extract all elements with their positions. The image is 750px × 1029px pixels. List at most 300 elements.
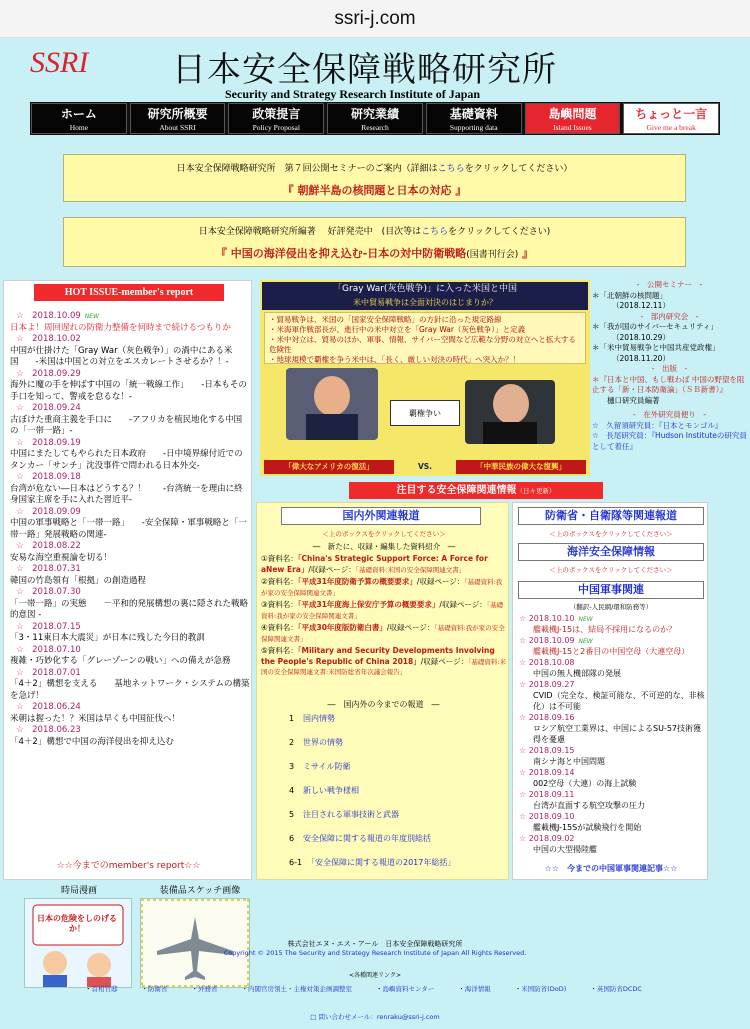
seminar-heading: - 公開セミナー - bbox=[636, 280, 703, 289]
nav-label: 研究業績 bbox=[351, 107, 400, 121]
face-shape bbox=[314, 376, 350, 416]
star-icon: ☆ bbox=[519, 680, 529, 689]
manga-caption: 日本の危険をしのげるか！ bbox=[37, 914, 117, 933]
materials-intro: ― 新たに、収録・編集した資料紹介 ― bbox=[312, 541, 456, 551]
past-news-item[interactable] bbox=[289, 737, 499, 761]
material-link[interactable]: 「平成30年度版防衛白書」 bbox=[297, 623, 387, 632]
material-link[interactable]: 「Military and Security Developments Involving the People's Republic of China 2018」 bbox=[261, 646, 495, 666]
star-icon: ☆ bbox=[16, 644, 33, 655]
list-item bbox=[10, 507, 250, 542]
study-item[interactable]: ＊「米中貿易戦争と中国共産党政権」 bbox=[592, 343, 720, 352]
nav-island[interactable] bbox=[525, 103, 621, 134]
related-link-label[interactable]: 内閣官房領土・主権対策企画調整室 bbox=[248, 985, 352, 993]
list-item bbox=[10, 438, 250, 473]
publication-item[interactable]: ＊『日本と中国、もし戦わば 中国の野望を阻止する「新・日本防衛論」（ＳＢ新書）』 bbox=[592, 374, 745, 394]
news-date bbox=[16, 702, 250, 714]
material-prefix: 資料名： bbox=[267, 554, 298, 563]
past-news-link[interactable]: 世界の情勢 bbox=[303, 738, 343, 747]
material-item bbox=[261, 554, 507, 575]
list-item bbox=[519, 789, 707, 811]
book-title: 『 中国の海洋侵出を抑え込む-日本の対中防衛戦略 bbox=[215, 247, 467, 260]
related-link[interactable] bbox=[458, 984, 491, 993]
past-news-link[interactable]: 注目される軍事技術と武器 bbox=[303, 810, 399, 819]
news-date bbox=[16, 668, 250, 680]
bullet-icon: ・ bbox=[241, 985, 248, 993]
star-icon: ☆ bbox=[519, 834, 529, 843]
news-date-value: 2018.09.24 bbox=[32, 403, 81, 413]
feature-bullet: ・米海軍作戦部長が、進行中の米中対立を「Gray War（灰色戦争）」と定義 bbox=[269, 325, 526, 334]
book-text: 日本安全保障戦略研究所編著 好評発売中 (目次等は bbox=[198, 227, 422, 237]
feature-bullet: ・米中対立は、貿易のほか、軍事、情報、サイバー空間など広範な分野の対立へと拡大する危険性 bbox=[269, 335, 576, 354]
security-title: 注目する安全保障関連情報 bbox=[396, 485, 517, 496]
sketch-label: 装備品スケッチ画像 bbox=[159, 886, 241, 896]
domestic-panel bbox=[256, 502, 509, 880]
news-date bbox=[519, 811, 707, 822]
related-link-label[interactable]: 海洋情報 bbox=[464, 985, 491, 993]
star-icon: ☆ bbox=[16, 725, 33, 735]
news-link[interactable]: CVID（完全な、検証可能な、不可逆的な、非核化）は不可能 bbox=[533, 691, 705, 711]
past-news-list bbox=[289, 713, 499, 881]
news-date bbox=[519, 613, 707, 624]
study-item[interactable]: ＊「我が国のサイバーセキュリティ」 bbox=[592, 322, 718, 331]
news-date bbox=[16, 725, 250, 737]
news-date-value: 2018.09.09 bbox=[32, 506, 81, 517]
news-date-value: 2018.09.18 bbox=[32, 472, 81, 482]
translation-note: （翻訳-人民網/環和防務等） bbox=[569, 603, 653, 611]
news-link[interactable]: 中国の無人機部隊の発展 bbox=[533, 669, 621, 678]
news-link[interactable]: 中国の大型揚陸艦 bbox=[533, 845, 597, 854]
past-news-item[interactable] bbox=[289, 761, 499, 785]
list-item bbox=[10, 311, 250, 334]
feature-bullets bbox=[264, 312, 586, 364]
bullet-icon: ・ bbox=[590, 985, 597, 993]
list-item bbox=[10, 645, 250, 668]
material-prefix: 資料名： bbox=[267, 646, 298, 655]
seminar-text-post: をクリックしてください） bbox=[464, 164, 573, 174]
new-badge: NEW bbox=[84, 313, 100, 320]
star-icon: ☆ bbox=[16, 564, 33, 574]
related-link[interactable] bbox=[85, 984, 118, 993]
list-item bbox=[10, 369, 250, 404]
material-prefix: 資料名： bbox=[267, 600, 298, 609]
news-date-value: 2018.07.01 bbox=[32, 667, 81, 678]
news-date bbox=[16, 334, 250, 346]
publication-author: 樋口研究員編著 bbox=[592, 395, 660, 405]
list-item bbox=[519, 745, 707, 767]
publication-heading: - 出版 - bbox=[651, 364, 688, 373]
nav-sublabel: Research bbox=[361, 123, 389, 132]
material-number: ② bbox=[261, 577, 268, 586]
suit-shape bbox=[306, 414, 358, 440]
study-date: （2018.11.20） bbox=[612, 353, 670, 363]
list-item bbox=[10, 564, 250, 587]
seminar-link[interactable]: こちら bbox=[437, 164, 465, 174]
news-link[interactable]: 002空母（大連）の海上試験 bbox=[533, 779, 637, 788]
feature-subheadline: 米中貿易戦争は全面対決のはじまりか？ bbox=[353, 298, 497, 307]
news-date-value: 2018.09.27 bbox=[528, 680, 575, 689]
star-icon: ☆ bbox=[519, 790, 529, 799]
feature-bullet: ・地球規模で覇権を争う米中は、「長く、厳しい対決の時代」へ突入か？！ bbox=[269, 355, 521, 364]
past-news-number: 6 bbox=[289, 834, 295, 843]
news-date-value: 2018.07.31 bbox=[32, 564, 81, 574]
overseas-item[interactable]: ☆ 久留須研究員：『日本とモンゴル』 bbox=[592, 420, 723, 430]
news-link[interactable]: 海外に魔の手を伸ばす中国の「統一戦線工作」 -日本もその手口を知って、警戒を怠るな！- bbox=[10, 380, 247, 402]
news-link[interactable]: 複雑・巧妙化する「グレーゾーンの戦い」への備えが急務 bbox=[10, 656, 231, 666]
seminar-banner bbox=[63, 154, 686, 202]
news-date bbox=[16, 311, 250, 323]
material-item bbox=[261, 577, 507, 598]
face-shape bbox=[493, 384, 529, 424]
footer-copyright: Copyright © 2015 The Security and Strategy Research Institute of Japan All Rights Reserved. bbox=[223, 949, 527, 957]
news-date-value: 2018.10.10 bbox=[528, 614, 575, 623]
material-link[interactable]: 「平成31年度海上保安庁予算の概要要求」 bbox=[297, 600, 440, 609]
feature-vs: VS. bbox=[417, 462, 433, 471]
china-military-button[interactable]: 中国軍事関連 bbox=[518, 581, 704, 599]
china-military-list bbox=[519, 613, 707, 855]
past-news-number: 5 bbox=[289, 810, 295, 819]
news-date bbox=[16, 369, 250, 381]
related-link[interactable] bbox=[376, 984, 434, 993]
nav-label: 島嶼問題 bbox=[548, 107, 597, 121]
star-icon: ☆ bbox=[16, 403, 33, 413]
news-date-value: 2018.07.10 bbox=[32, 644, 81, 655]
news-date-value: 2018.06.23 bbox=[32, 725, 81, 735]
news-date-value: 2018.09.11 bbox=[528, 790, 575, 799]
news-link[interactable]: ロシア航空工業界は、中国によるSU-57技術獲得を憂慮 bbox=[533, 724, 701, 744]
related-link[interactable] bbox=[590, 984, 642, 993]
past-news-link[interactable]: 「安全保障に関する報道の2017年総括」 bbox=[307, 858, 456, 867]
news-date-value: 2018.06.24 bbox=[32, 702, 81, 712]
past-news-link[interactable]: 国内情勢 bbox=[303, 714, 335, 723]
bullet-icon: ・ bbox=[85, 985, 92, 993]
material-number: ④ bbox=[261, 623, 268, 632]
related-link-label[interactable]: 首相官邸 bbox=[91, 985, 118, 993]
click-note: ＜上のボックスをクリックしてください＞ bbox=[549, 530, 673, 538]
us-leader-photo bbox=[286, 368, 378, 440]
material-page-link[interactable]: 「基礎資料:我が家の安全保障関連文書」 bbox=[261, 578, 503, 597]
more-china-link[interactable]: ☆☆ 今までの中国軍事関連記事☆☆ bbox=[544, 864, 678, 873]
materials-list bbox=[261, 554, 507, 678]
material-item bbox=[261, 600, 507, 621]
material-prefix: 資料名： bbox=[267, 577, 298, 586]
list-item bbox=[10, 472, 250, 507]
related-link-label[interactable]: 防衛省 bbox=[148, 985, 168, 993]
star-icon: ☆ bbox=[519, 746, 529, 755]
news-date-value: 2018.07.30 bbox=[32, 587, 81, 597]
material-page-label: /収録ページ： bbox=[420, 656, 469, 666]
past-news-number: 6-1 bbox=[289, 858, 303, 867]
list-item bbox=[519, 767, 707, 789]
news-link[interactable]: 中国の軍事戦略と「一帯一路」 -安全保障・軍事戦略と「一帯一路」発展戦略の関連- bbox=[10, 518, 247, 540]
book-title-end: 』 bbox=[518, 247, 534, 260]
news-date-value: 2018.10.09 bbox=[32, 311, 81, 321]
domestic-body bbox=[261, 529, 507, 680]
feature-slogan-us: 「偉大なアメリカの復活」 bbox=[264, 460, 394, 474]
material-item bbox=[261, 646, 507, 678]
related-link-label[interactable]: 外務省 bbox=[198, 985, 218, 993]
news-date-value: 2018.09.14 bbox=[528, 768, 575, 777]
related-link-label[interactable]: 島嶼資料センター bbox=[382, 985, 435, 993]
overseas-item[interactable]: ☆ 長尾研究員：『Hudson Instituteの研究員として着任』 bbox=[592, 431, 747, 451]
related-link-label[interactable]: 英国防省DCDC bbox=[596, 985, 642, 993]
star-icon: ☆ bbox=[519, 768, 529, 777]
nav-label: ちょっと一言 bbox=[635, 107, 708, 121]
news-date-value: 2018.10.08 bbox=[528, 658, 575, 667]
star-icon: ☆ bbox=[16, 667, 33, 678]
news-date-value: 2018.09.02 bbox=[528, 834, 575, 843]
list-item bbox=[10, 668, 250, 703]
material-number: ③ bbox=[261, 600, 268, 609]
nav-break[interactable] bbox=[623, 103, 719, 134]
material-link[interactable]: 「China's Strategic Support Force: A Force for aNew Era」 bbox=[261, 554, 488, 574]
material-page-link[interactable]: 「基礎資料:米国の安全保障関連文書」 bbox=[355, 565, 466, 574]
nav-sublabel: Supporting data bbox=[449, 123, 498, 132]
list-item bbox=[10, 541, 250, 564]
nav-label: 基礎資料 bbox=[449, 107, 498, 121]
nav-label: 研究所概要 bbox=[147, 107, 208, 121]
hot-issue-list bbox=[10, 311, 250, 748]
news-date bbox=[16, 438, 250, 450]
overseas-heading: - 在外研究員便り - bbox=[633, 410, 706, 419]
more-reports-link[interactable]: ☆☆今までのmember's report☆☆ bbox=[56, 861, 201, 871]
site-logo[interactable]: SSRI bbox=[30, 46, 89, 79]
info-panel bbox=[592, 280, 747, 478]
news-link[interactable]: 「4＋2」構想で中国の海洋侵出を抑え込む bbox=[10, 736, 174, 747]
star-icon: ☆ bbox=[16, 506, 33, 517]
past-news-item[interactable] bbox=[289, 857, 499, 881]
list-item bbox=[10, 587, 250, 622]
star-icon: ☆ bbox=[519, 658, 529, 667]
material-page-link[interactable]: 「基礎資料:我が家の安全保障関連文書」 bbox=[261, 624, 505, 643]
click-note: ＜上のボックスをクリックしてください＞ bbox=[549, 566, 673, 574]
news-link[interactable]: 「一帯一路」の実態 －平和的発展構想の裏に隠された戦略的意図 - bbox=[10, 598, 249, 620]
past-news-number: 3 bbox=[289, 762, 295, 771]
news-date-value: 2018.09.29 bbox=[32, 368, 81, 379]
news-date bbox=[16, 403, 250, 415]
list-item bbox=[519, 657, 707, 679]
star-icon: ☆ bbox=[519, 614, 529, 623]
nav-sublabel: Policy Proposal bbox=[252, 123, 300, 132]
address-bar[interactable]: ssri-j.com bbox=[0, 0, 750, 38]
news-date bbox=[16, 507, 250, 519]
news-link[interactable]: 艦載機J-15は、結局不採用になるのか？ bbox=[533, 625, 677, 634]
hot-issue-panel bbox=[3, 280, 252, 880]
nav-policy[interactable] bbox=[228, 103, 324, 134]
news-date bbox=[16, 645, 250, 657]
bullet-icon: ・ bbox=[141, 985, 148, 993]
news-date-value: 2018.09.19 bbox=[32, 437, 81, 448]
news-date bbox=[519, 712, 707, 723]
news-date-value: 2018.07.15 bbox=[32, 621, 81, 632]
related-link[interactable] bbox=[192, 984, 218, 993]
material-item bbox=[261, 623, 507, 644]
news-date bbox=[519, 745, 707, 756]
news-date-value: 2018.09.16 bbox=[528, 713, 575, 722]
related-links-label: <各種関連リンク> bbox=[349, 972, 401, 979]
manga-label: 時局漫画 bbox=[60, 886, 97, 896]
news-date bbox=[16, 541, 250, 553]
page-title: 日本安全保障戦略研究所 bbox=[172, 50, 557, 90]
news-link[interactable]: 「4＋2」構想を支える 基地ネットワーク・システムの構築を急げ！ bbox=[10, 679, 250, 701]
news-link[interactable]: 「3・11東日本大震災」が日本に残した今日的教訓 bbox=[10, 633, 205, 643]
page-subtitle: Security and Strategy Research Institute of Japan bbox=[225, 87, 481, 101]
news-link[interactable]: 安易な海空重視論を切る！ bbox=[10, 552, 113, 563]
material-page-label: /収録ページ： bbox=[439, 600, 487, 609]
list-item bbox=[519, 833, 707, 855]
past-news-item[interactable] bbox=[289, 833, 499, 857]
news-link[interactable]: 艦載機J-15と2番目の中国空母（大連空母） bbox=[533, 647, 690, 656]
book-publisher: (国書刊行会) bbox=[466, 250, 519, 260]
material-link[interactable]: 「平成31年度防衛予算の概要要求」 bbox=[297, 577, 417, 586]
material-prefix: 資料名： bbox=[267, 623, 298, 632]
past-news-link[interactable]: 安全保障に関する報道の年度別総括 bbox=[303, 834, 431, 843]
hot-issue-heading[interactable]: HOT ISSUE-member's report bbox=[34, 284, 224, 301]
study-date: （2018.10.29） bbox=[612, 332, 670, 342]
seminar-item[interactable]: ＊「北朝鮮の核問題」 bbox=[592, 290, 667, 300]
material-number: ① bbox=[261, 554, 268, 563]
defense-news-button[interactable]: 防衛省・自衛隊等関連報道 bbox=[518, 507, 704, 525]
nav-sublabel: About SSRI bbox=[159, 123, 196, 132]
news-date bbox=[519, 679, 707, 690]
news-link[interactable]: 中国が仕掛けた「Gray War（灰色戦争）」の渦中にある米国 -米国は中国との対立をエスカレートさせるか？！- bbox=[10, 345, 233, 367]
list-item bbox=[519, 679, 707, 712]
past-news-link[interactable]: ミサイル防衛 bbox=[303, 762, 351, 771]
related-link[interactable] bbox=[142, 984, 168, 993]
news-date bbox=[519, 789, 707, 800]
nav-sublabel: Island Issues bbox=[553, 123, 592, 132]
list-item bbox=[10, 725, 250, 748]
material-number: ⑤ bbox=[261, 646, 268, 655]
list-item bbox=[519, 613, 707, 635]
main-nav bbox=[30, 102, 720, 135]
new-badge: NEW bbox=[578, 638, 593, 645]
feature-header bbox=[262, 282, 588, 310]
nav-label: 政策提言 bbox=[252, 107, 301, 121]
material-page-label: /収録ページ： bbox=[386, 623, 435, 632]
news-date bbox=[519, 657, 707, 668]
news-date-value: 2018.08.22 bbox=[32, 541, 81, 551]
china-leader-photo bbox=[465, 380, 555, 444]
news-date-value: 2018.10.02 bbox=[32, 334, 81, 344]
news-link[interactable]: 日本よ！周回遅れの防衛力整備を何時まで続けるつもりか bbox=[10, 322, 231, 333]
star-icon: ☆ bbox=[519, 713, 529, 722]
news-link[interactable]: 台湾が危ない―日本はどうする？！ -台湾統一を理由に終身国家主席を手に入れた習近平- bbox=[10, 483, 243, 505]
book-link[interactable]: こちら bbox=[421, 227, 449, 237]
star-icon: ☆ bbox=[16, 368, 33, 379]
security-heading bbox=[349, 482, 603, 499]
news-date bbox=[16, 564, 250, 576]
list-item bbox=[519, 635, 707, 657]
nav-home[interactable] bbox=[31, 103, 127, 134]
star-icon: ☆ bbox=[519, 636, 529, 645]
list-item bbox=[10, 622, 250, 645]
star-icon: ☆ bbox=[519, 812, 529, 821]
feature-bullet: ・貿易戦争は、米国の「国家安全保障戦略」の方針に沿った規定路線 bbox=[269, 315, 502, 324]
nav-label: ホーム bbox=[60, 107, 97, 121]
list-item bbox=[10, 403, 250, 438]
star-icon: ☆ bbox=[16, 437, 33, 448]
suit-shape bbox=[483, 422, 537, 444]
feature-headline: 「Gray War(灰色戦争)」に入った米国と中国 bbox=[333, 284, 517, 294]
news-link[interactable]: 南シナ海と中国問題 bbox=[533, 757, 605, 766]
nav-data[interactable] bbox=[426, 103, 522, 134]
list-item bbox=[10, 702, 250, 725]
feature-slogan-china: 「中華民族の偉大な復興」 bbox=[456, 460, 586, 474]
related-link-label[interactable]: 米国防省(DoD) bbox=[521, 985, 567, 993]
past-news-heading: ― 国内外の今までの報道 ― bbox=[327, 700, 440, 709]
bullet-icon: ・ bbox=[514, 985, 522, 993]
new-badge: NEW bbox=[578, 616, 593, 623]
news-date bbox=[16, 622, 250, 634]
nav-about[interactable] bbox=[130, 103, 226, 134]
news-link[interactable]: 米朝は握った！？米国は早くも中国征伐へ！ bbox=[10, 713, 181, 724]
book-banner bbox=[63, 217, 686, 267]
material-page-link[interactable]: 「基礎資料:我が家の安全保障関連文書」 bbox=[261, 601, 504, 620]
past-news-number: 1 bbox=[289, 714, 295, 723]
star-icon: ☆ bbox=[16, 702, 33, 712]
domestic-news-button[interactable]: 国内外関連報道 bbox=[281, 507, 481, 525]
nav-sublabel: Give me a break bbox=[646, 123, 696, 132]
material-page-link[interactable]: 「基礎資料:米国の安全保障関連文書:米国防総省年次議会報告」 bbox=[261, 657, 507, 676]
list-item bbox=[10, 334, 250, 369]
rivalry-label: 覇権争い bbox=[390, 400, 460, 426]
footer-org: 株式会社エヌ・エス・アール 日本安全保障戦略研究所 bbox=[287, 940, 463, 948]
past-news-item[interactable] bbox=[289, 785, 499, 809]
bullet-icon: ・ bbox=[458, 985, 465, 993]
news-link[interactable]: 韓国の竹島領有「根拠」の創造過程 bbox=[10, 575, 147, 586]
news-link[interactable]: 古ぼけた重商主義を手口に -アフリカを植民地化する中国の「一帯一路」- bbox=[10, 414, 243, 436]
material-page-label: /収録ページ： bbox=[308, 564, 356, 574]
nav-research[interactable] bbox=[327, 103, 423, 134]
list-item bbox=[519, 712, 707, 745]
star-icon: ☆ bbox=[16, 472, 33, 482]
news-date-value: 2018.09.15 bbox=[528, 746, 575, 755]
past-news-item[interactable] bbox=[289, 809, 499, 833]
news-link[interactable]: 中国にまたしてもやられた日本政府 -日中境界線付近でのタンカー「サンチ」沈没事件で問われる日本外交- bbox=[10, 449, 243, 471]
past-news-number: 2 bbox=[289, 738, 295, 747]
study-heading: - 部内研究会 - bbox=[640, 311, 699, 321]
related-links bbox=[85, 984, 725, 993]
news-date bbox=[519, 833, 707, 844]
defense-panel bbox=[512, 502, 708, 880]
related-link[interactable] bbox=[515, 984, 567, 993]
news-date bbox=[519, 635, 707, 646]
news-date bbox=[16, 472, 250, 484]
past-news-item[interactable] bbox=[289, 713, 499, 737]
seminar-title: 『 朝鮮半島の核問題と日本の対応 』 bbox=[282, 184, 467, 197]
star-icon: ☆ bbox=[16, 587, 33, 597]
related-link[interactable] bbox=[242, 984, 353, 993]
news-date-value: 2018.10.09 bbox=[528, 636, 575, 645]
past-news-link[interactable]: 新しい戦争様相 bbox=[303, 786, 359, 795]
bullet-icon: ・ bbox=[376, 985, 383, 993]
news-date-value: 2018.09.10 bbox=[528, 812, 575, 821]
list-item bbox=[519, 811, 707, 833]
security-update-note: （日々更新） bbox=[516, 487, 556, 495]
maritime-security-button[interactable]: 海洋安全保障情報 bbox=[518, 543, 704, 561]
star-icon: ☆ bbox=[16, 621, 33, 632]
news-link[interactable]: 艦載機J-15Sが試験飛行を開始 bbox=[533, 823, 642, 832]
feature-graphic[interactable] bbox=[260, 280, 590, 476]
bullet-icon: ・ bbox=[191, 985, 198, 993]
news-link[interactable]: 台湾が直面する航空攻撃の圧力 bbox=[533, 801, 645, 810]
star-icon: ☆ bbox=[16, 311, 33, 321]
news-date bbox=[16, 587, 250, 599]
contact-email[interactable]: □ 問い合わせメール：renraku@ssri-j.com bbox=[310, 1013, 440, 1021]
click-note: ＜上のボックスをクリックしてください＞ bbox=[322, 530, 446, 538]
seminar-text: 日本安全保障戦略研究所 第７回公開セミナーのご案内（詳細は bbox=[176, 164, 438, 174]
news-date bbox=[519, 767, 707, 778]
